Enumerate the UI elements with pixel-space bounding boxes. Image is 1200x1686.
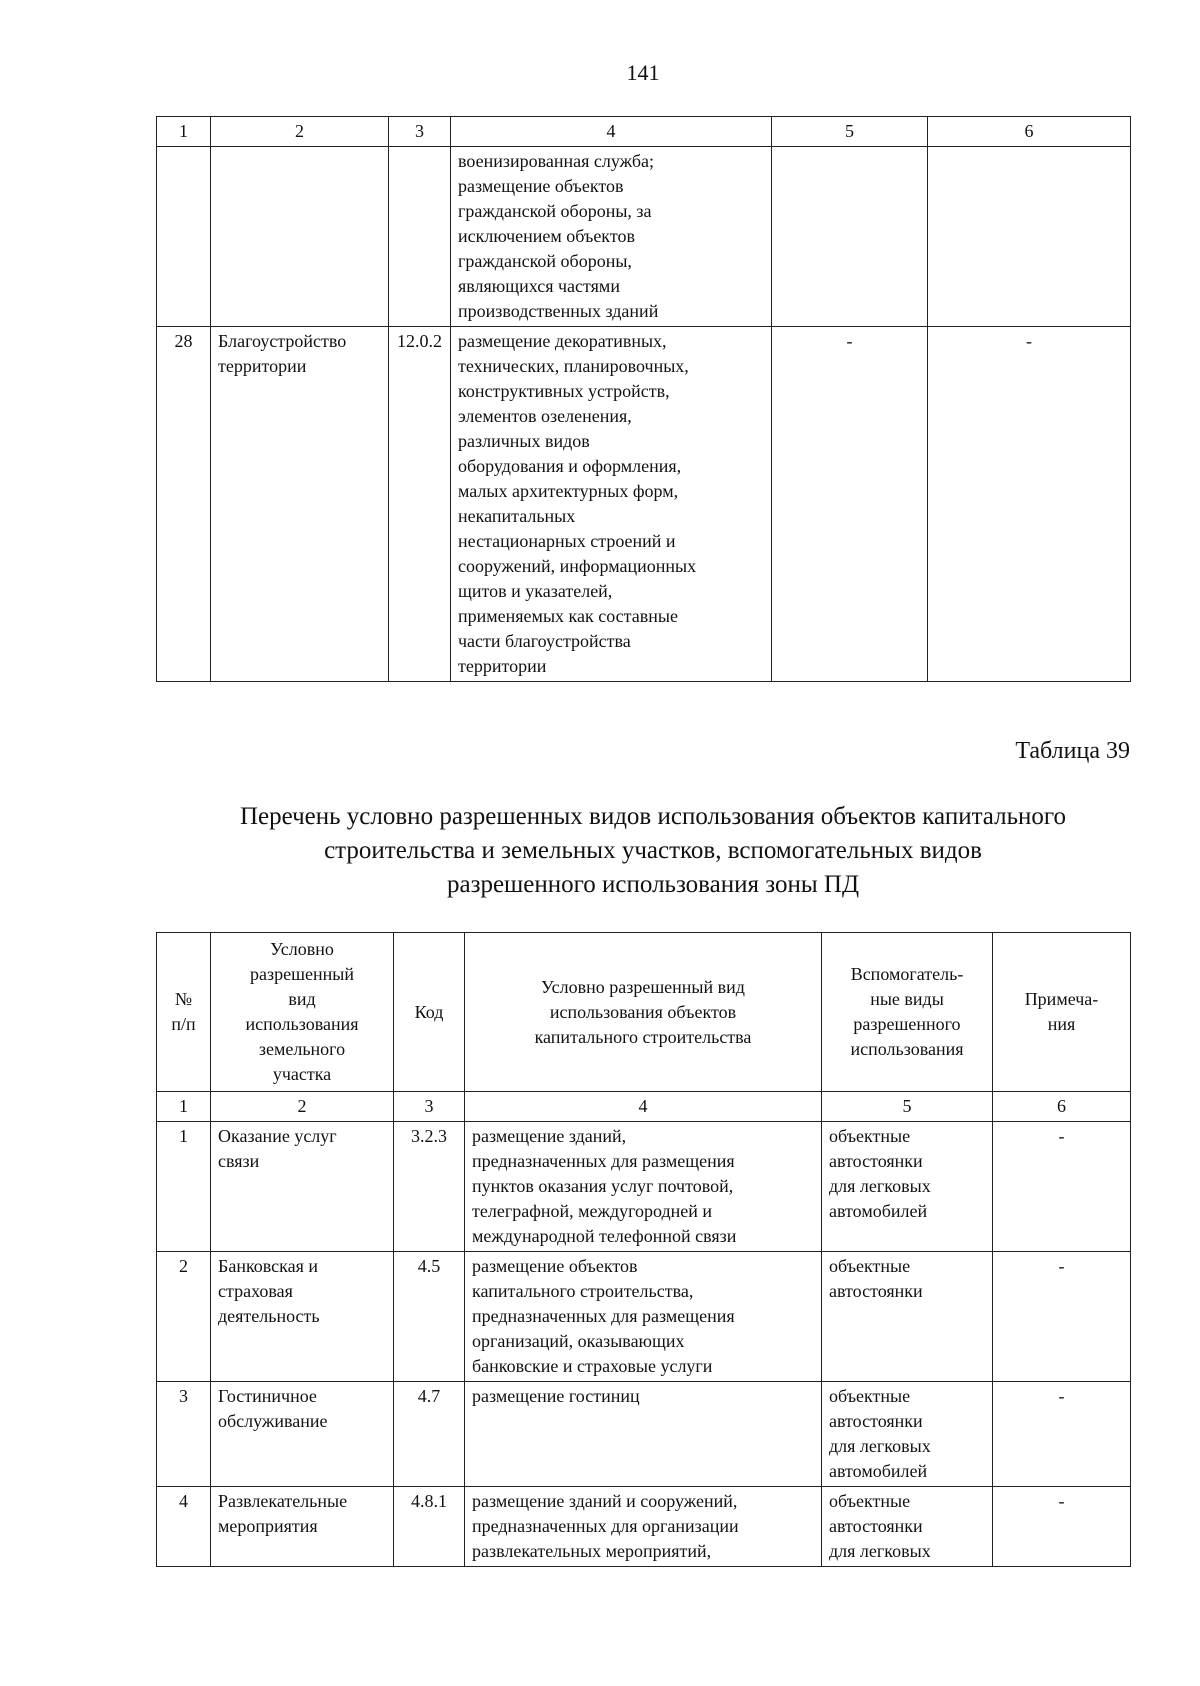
header-description: Условно разрешенный вид использования объектов капитального строительства bbox=[465, 933, 822, 1092]
row-number: 1 bbox=[157, 1122, 211, 1252]
auxiliary-uses: объектные автостоянки для легковых bbox=[822, 1487, 993, 1567]
column-number: 3 bbox=[389, 117, 451, 147]
column-number: 6 bbox=[993, 1092, 1131, 1122]
use-code bbox=[389, 147, 451, 327]
use-code: 4.7 bbox=[394, 1382, 465, 1487]
use-description: военизированная служба; размещение объектов гражданской обороны, за исключением объектов гражданской обороны, являющихся частями производственных зданий bbox=[451, 147, 772, 327]
use-code: 4.8.1 bbox=[394, 1487, 465, 1567]
section-heading: Перечень условно разрешенных видов использования объектов капитального строительства и земельных участков, вспомогательных видов разрешенного использования зоны ПД bbox=[239, 803, 1067, 898]
notes: - bbox=[928, 327, 1131, 682]
table-row bbox=[157, 1487, 1131, 1567]
page-number: 141 bbox=[626, 60, 660, 85]
row-number: 3 bbox=[157, 1382, 211, 1487]
column-number: 5 bbox=[772, 117, 928, 147]
land-use-type: Благоустройство территории bbox=[211, 327, 389, 682]
land-use-type: Банковская и страховая деятельность bbox=[211, 1252, 394, 1382]
row-number: 2 bbox=[157, 1252, 211, 1382]
use-description: размещение объектов капитального строительства, предназначенных для размещения организаций, оказывающих банковские и страховые услуги bbox=[465, 1252, 822, 1382]
land-use-type: Оказание услуг связи bbox=[211, 1122, 394, 1252]
column-number: 6 bbox=[928, 117, 1131, 147]
column-number: 1 bbox=[157, 117, 211, 147]
column-number-row bbox=[157, 1092, 1131, 1122]
table-row bbox=[157, 1122, 1131, 1252]
column-number: 1 bbox=[157, 1092, 211, 1122]
table-row bbox=[157, 327, 1131, 682]
land-use-type: Развлекательные мероприятия bbox=[211, 1487, 394, 1567]
auxiliary-uses: объектные автостоянки bbox=[822, 1252, 993, 1382]
column-number: 5 bbox=[822, 1092, 993, 1122]
column-number: 2 bbox=[211, 1092, 394, 1122]
use-code: 12.0.2 bbox=[389, 327, 451, 682]
notes: - bbox=[993, 1252, 1131, 1382]
land-use-type: Гостиничное обслуживание bbox=[211, 1382, 394, 1487]
row-number bbox=[157, 147, 211, 327]
column-number: 4 bbox=[451, 117, 772, 147]
header-notes: Примеча- ния bbox=[993, 933, 1131, 1092]
notes: - bbox=[993, 1122, 1131, 1252]
auxiliary-uses bbox=[772, 147, 928, 327]
column-number: 4 bbox=[465, 1092, 822, 1122]
header-auxiliary: Вспомогатель- ные виды разрешенного использования bbox=[822, 933, 993, 1092]
notes bbox=[928, 147, 1131, 327]
use-description: размещение декоративных, технических, планировочных, конструктивных устройств, элементов озеленения, различных видов оборудования и оформления, малых архитектурных форм, некапитальных нестационарных строений и сооружений, информационных щитов и указателей, применяемых как составные части благоустройства территории bbox=[451, 327, 772, 682]
continuation-table bbox=[156, 116, 1131, 682]
land-use-type bbox=[211, 147, 389, 327]
table-label: Таблица 39 bbox=[1015, 738, 1130, 764]
header-row bbox=[157, 933, 1131, 1092]
table-row bbox=[157, 1382, 1131, 1487]
use-description: размещение гостиниц bbox=[465, 1382, 822, 1487]
header-code: Код bbox=[394, 933, 465, 1092]
auxiliary-uses: объектные автостоянки для легковых автомобилей bbox=[822, 1122, 993, 1252]
use-code: 3.2.3 bbox=[394, 1122, 465, 1252]
row-number: 28 bbox=[157, 327, 211, 682]
notes: - bbox=[993, 1382, 1131, 1487]
column-number: 3 bbox=[394, 1092, 465, 1122]
use-description: размещение зданий и сооружений, предназначенных для организации развлекательных мероприятий, bbox=[465, 1487, 822, 1567]
table-row bbox=[157, 147, 1131, 327]
column-number-row bbox=[157, 117, 1131, 147]
auxiliary-uses: объектные автостоянки для легковых автомобилей bbox=[822, 1382, 993, 1487]
row-number: 4 bbox=[157, 1487, 211, 1567]
auxiliary-uses: - bbox=[772, 327, 928, 682]
column-number: 2 bbox=[211, 117, 389, 147]
header-num: № п/п bbox=[157, 933, 211, 1092]
permitted-uses-table bbox=[156, 932, 1131, 1567]
notes: - bbox=[993, 1487, 1131, 1567]
use-description: размещение зданий, предназначенных для размещения пунктов оказания услуг почтовой, телеграфной, междугородней и международной телефонной связи bbox=[465, 1122, 822, 1252]
use-code: 4.5 bbox=[394, 1252, 465, 1382]
table-row bbox=[157, 1252, 1131, 1382]
header-land-use: Условно разрешенный вид использования земельного участка bbox=[211, 933, 394, 1092]
